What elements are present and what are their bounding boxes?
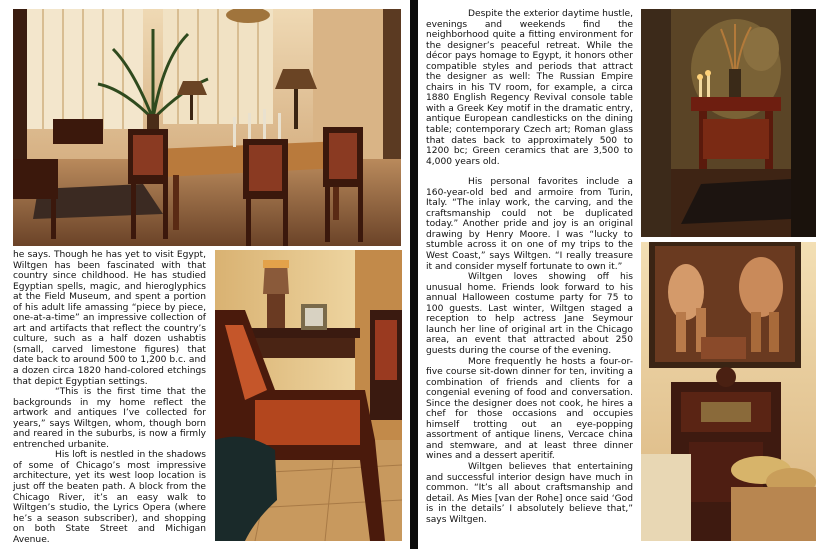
paragraph: he says. Though he has yet to visit Egypt, Wiltgen has been fascinated with that country since childhood. He has studied Egyptian spells, magic, and hieroglyphics at the Field Museum, and spent a portion of his adult life amassing “piece by piece, one-at-a-time” an impressive collection of art and artifacts that reflect the country’s culture, such as a half dozen ushabtis (small, carved limestone figures) that date back to around 500 to 1,200 b.c. and a dozen circa 1820 hand-colored etchings that depict Egyptian settings. xyxy=(13,250,206,387)
right-column-text xyxy=(426,9,633,525)
paragraph: Wiltgen loves showing off his unusual home. Friends look forward to his annual Halloween costume party for 75 to 100 guests. Last winter, Wiltgen staged a reception to help actress Jane Seymour launch her line of original art in the Chicago area, an event that attracted about 250 guests during the course of the evening. xyxy=(426,272,633,356)
paragraph: His loft is nestled in the shadows of some of Chicago’s most impressive architecture, yet its west loop location is just off the beaten path. A block from the Chicago River, it’s an easy walk to Wiltgen’s studio, the Lyrics Opera (where he’s a season subscriber), and shopping on both State Street and Michigan Avenue. xyxy=(13,450,206,545)
paragraph: His personal favorites include a 160-year-old bed and armoire from Turin, Italy. “The inlay work, the carving, and the craftsmanship could not be duplicated today.” Another pride and joy is an original drawing by Henry Moore. I was “lucky to stumble across it on one of my trips to the West Coast,” says Wiltgen. “I really treasure it and consider myself fortunate to own it.” xyxy=(426,177,633,272)
egyptian-bust-chair-photo xyxy=(215,250,402,541)
dining-room-photo xyxy=(13,9,401,246)
paragraph: Wiltgen believes that entertaining and successful interior design have much in common. “It’s all about craftsmanship and detail. As Mies [van der Rohe] once said ‘God is in the details’ I absolutely believe that,” says Wiltgen. xyxy=(426,461,633,525)
page-gutter xyxy=(410,0,418,549)
left-column-text xyxy=(13,250,206,545)
paragraph: Despite the exterior daytime hustle, evenings and weekends find the neighborhood quite a fitting environment for the designer’s peaceful retreat. While the décor pays homage to Egypt, it honors other compatible styles and periods that attract the designer as well: The Russian Empire chairs in his TV room, for example, a circa 1880 English Regency Revival console table with a Greek Key motif in the dramatic entry, antique European candlesticks on the dining table; contemporary Czech art; Roman glass that dates back to approximately 500 to 1200 bc; Green ceramics that are 3,500 to 4,000 years old. xyxy=(426,9,633,167)
paragraph: “This is the first time that the backgrounds in my home reflect the artwork and antiques I’ve collected for years,” says Wiltgen, whom, though born and reared in the suburbs, is now a firmly entrenched urbanite. xyxy=(13,387,206,450)
paragraph: More frequently he hosts a four-or-five course sit-down dinner for ten, inviting a combination of friends and clients for a congenial evening of food and conversation. Since the designer does not cook, he hires a chef for those occasions and occupies himself trotting out an eye-popping assortment of antique linens, Vercace china and stemware, and at least three dinner wines and a dessert aperitif. xyxy=(426,356,633,462)
entry-console-photo xyxy=(641,9,816,237)
bedroom-painting-photo xyxy=(641,242,816,541)
